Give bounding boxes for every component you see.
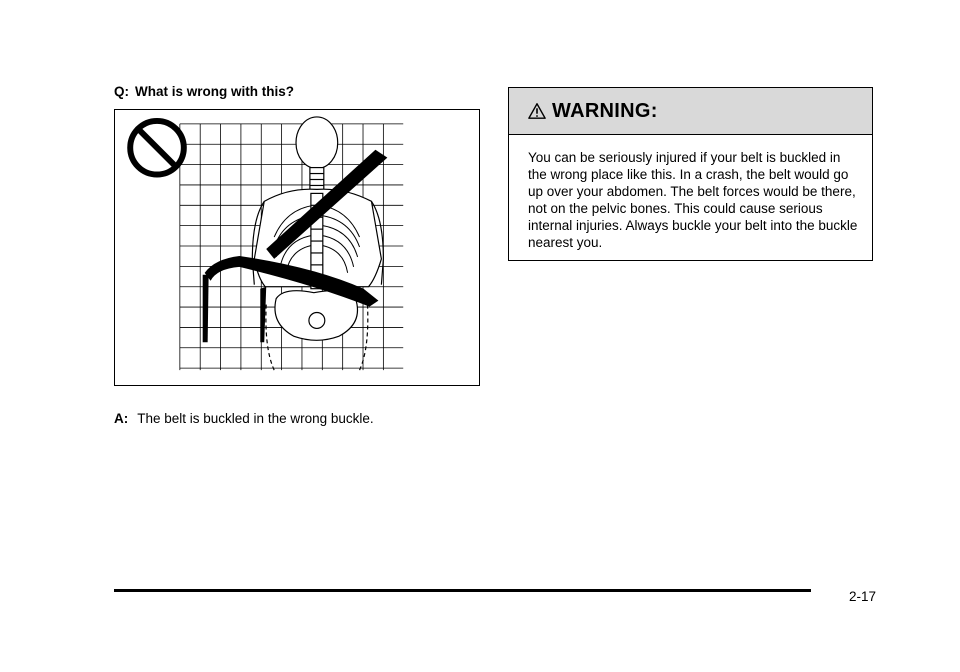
belt-strap: [203, 275, 209, 343]
footer-rule: [114, 589, 811, 592]
answer-text: The belt is buckled in the wrong buckle.: [137, 411, 374, 426]
prohibited-icon: [130, 121, 184, 175]
seatbelt-illustration: [114, 109, 480, 386]
warning-triangle-icon: [528, 102, 546, 120]
answer: [114, 411, 374, 426]
warning-title: WARNING:: [552, 99, 658, 122]
warning-header: [509, 88, 872, 135]
question-text: What is wrong with this?: [135, 84, 294, 99]
answer-prefix: A:: [114, 411, 129, 426]
warning-box: [508, 87, 873, 261]
warning-body: You can be seriously injured if your belt is buckled in the wrong place like this. In a crash, the belt would go up over your abdomen. The belt forces would be there, not on the pelvic bones. This could cause serious internal injuries. Always buckle your belt into the buckle nearest you.: [528, 150, 858, 250]
question-prefix: Q:: [114, 84, 129, 99]
page-number: 2-17: [849, 589, 877, 604]
question: [114, 84, 294, 99]
skeleton-figure: [252, 117, 383, 370]
